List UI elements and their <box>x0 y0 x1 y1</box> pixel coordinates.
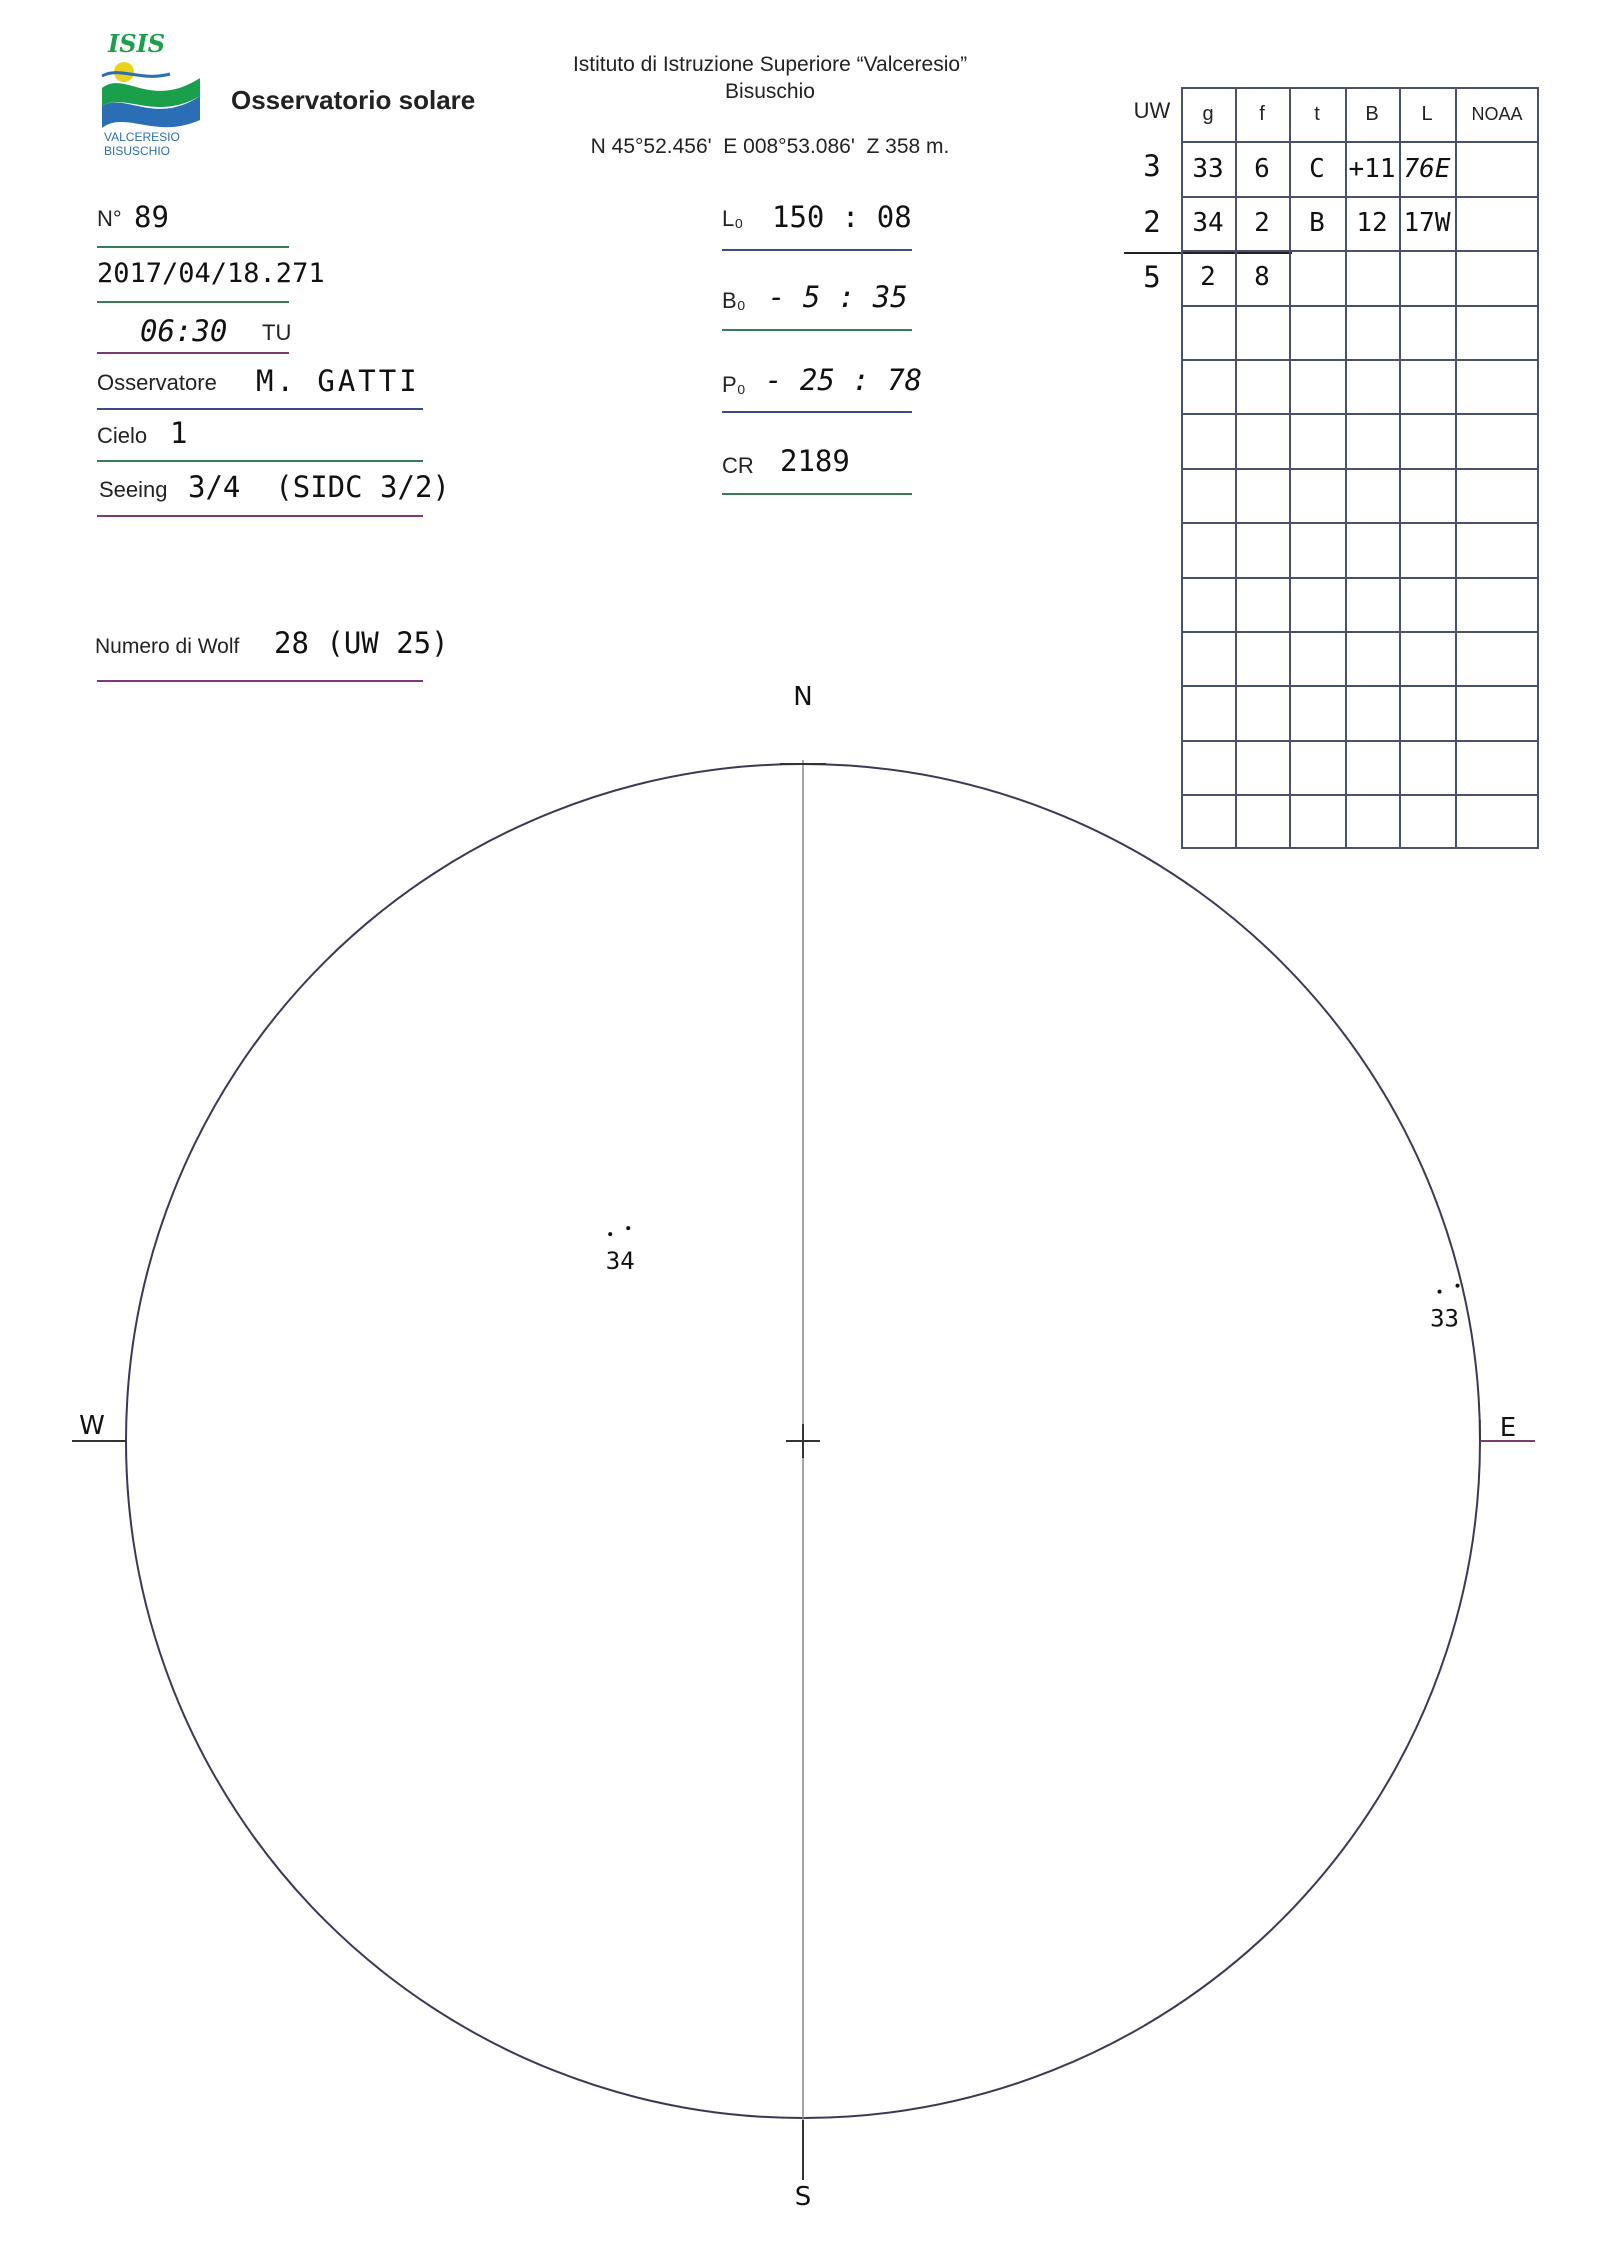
sunspot-group-label: 33 <box>1430 1304 1459 1333</box>
table-cell: C <box>1309 153 1325 184</box>
l0-label: L₀ <box>722 206 744 231</box>
wolf-value: 28 (UW 25) <box>274 626 449 660</box>
uw-header: UW <box>1133 98 1171 123</box>
time-value: 06:30 <box>140 314 228 348</box>
b0-label: B₀ <box>722 288 746 313</box>
number-label: N° <box>97 206 122 231</box>
table-header-4: L <box>1421 102 1433 125</box>
sunspot-dot <box>1438 1290 1442 1294</box>
school-name: Istituto di Istruzione Superiore “Valceresio” <box>572 53 968 76</box>
sunspot-dot <box>626 1226 630 1230</box>
logo-caption-1: VALCERESIO <box>104 130 180 144</box>
table-cell: +11 <box>1348 153 1396 184</box>
table-cell: 8 <box>1254 262 1270 293</box>
table-cell: 2 <box>1200 262 1216 293</box>
uw-total: 5 <box>1143 260 1161 294</box>
south-label: S <box>794 2182 812 2212</box>
b0-value: - 5 : 35 <box>768 280 908 314</box>
north-label: N <box>793 682 813 712</box>
school-town: Bisuschio <box>725 80 815 103</box>
table-header-2: t <box>1314 102 1320 125</box>
p0-value: - 25 : 78 <box>765 363 923 397</box>
sunspot-groups <box>606 1226 1460 1333</box>
table-header-0: g <box>1202 102 1214 125</box>
table-header-1: f <box>1259 102 1265 125</box>
table-cell: 6 <box>1254 153 1270 184</box>
p0-label: P₀ <box>722 372 746 397</box>
cr-label: CR <box>722 453 754 478</box>
table-header-3: B <box>1365 102 1379 125</box>
seeing-value: 3/4 (SIDC 3/2) <box>188 470 450 504</box>
uw-value-1: 3 <box>1143 149 1161 183</box>
l0-value: 150 : 08 <box>772 200 912 234</box>
east-label: E <box>1499 1413 1517 1443</box>
observer-value: M. GATTI <box>256 364 420 398</box>
table-cell: 12 <box>1356 207 1388 238</box>
date-value: 2017/04/18.271 <box>97 258 325 289</box>
wolf-label: Numero di Wolf <box>95 635 240 658</box>
sky-value: 1 <box>170 416 188 450</box>
table-cell: 34 <box>1192 207 1224 238</box>
table-cell: 76E <box>1403 153 1451 184</box>
sunspot-group-label: 34 <box>605 1247 635 1276</box>
observatory-title: Osservatorio solare <box>231 85 476 115</box>
west-label: W <box>79 1411 105 1441</box>
number-value: 89 <box>134 200 169 234</box>
sunspot-dot <box>608 1232 612 1236</box>
table-header-5: NOAA <box>1471 103 1523 124</box>
sky-label: Cielo <box>97 423 148 448</box>
logo-caption-2: BISUSCHIO <box>104 144 171 158</box>
observer-label: Osservatore <box>97 370 217 395</box>
seeing-label: Seeing <box>99 477 168 502</box>
logo-letters: ISIS <box>108 30 166 58</box>
sunspot-dot <box>1456 1284 1460 1288</box>
cr-value: 2189 <box>780 444 850 478</box>
table-cell: 33 <box>1192 153 1224 184</box>
table-cell: 2 <box>1254 207 1270 238</box>
time-unit: TU <box>262 320 292 345</box>
site-coordinates: N 45°52.456' E 008°53.086' Z 358 m. <box>590 135 950 158</box>
uw-value-2: 2 <box>1143 205 1161 239</box>
table-cell: 17W <box>1403 207 1451 238</box>
table-cell: B <box>1309 207 1325 238</box>
